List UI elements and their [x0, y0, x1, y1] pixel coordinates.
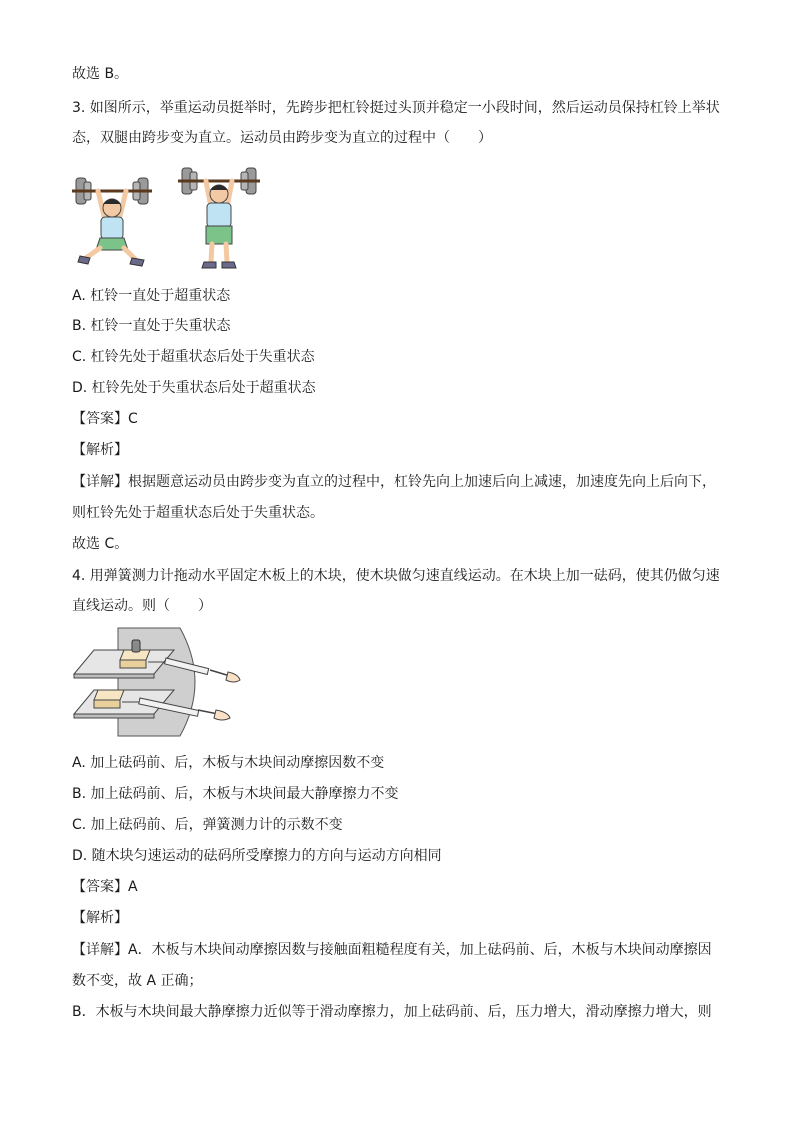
q3-stem-line2: 态，双腿由跨步变为直立。运动员由跨步变为直立的过程中（ ） — [72, 130, 492, 146]
q4-option-d: D. 随木块匀速运动的砝码所受摩擦力的方向与运动方向相同 — [72, 848, 442, 864]
q4-analysis-label: 【解析】 — [72, 910, 128, 926]
q4-option-b: B. 加上砝码前、后，木板与木块间最大静摩擦力不变 — [72, 786, 399, 802]
q4-detail-line1: 【详解】A．木板与木块间动摩擦因数与接触面粗糙程度有关，加上砝码前、后，木板与木块间动摩擦因 — [72, 942, 712, 958]
q3-option-c: C. 杠铃先处于超重状态后处于失重状态 — [72, 349, 315, 365]
friction-experiment-figure — [70, 624, 250, 740]
q4-answer: 【答案】A — [72, 879, 138, 895]
q3-option-a: A. 杠铃一直处于超重状态 — [72, 288, 231, 304]
q3-option-b: B. 杠铃一直处于失重状态 — [72, 318, 231, 334]
q3-conclusion: 故选 C。 — [72, 536, 129, 552]
q4-stem-line2: 直线运动。则（ ） — [72, 598, 212, 614]
q4-detail-line2: 数不变，故 A 正确； — [72, 973, 203, 989]
q4-detail-line3: B．木板与木块间最大静摩擦力近似等于滑动摩擦力，加上砝码前、后，压力增大，滑动摩擦力增大，则 — [72, 1004, 712, 1020]
q4-option-a: A. 加上砝码前、后，木板与木块间动摩擦因数不变 — [72, 755, 385, 771]
q3-answer: 【答案】C — [72, 411, 138, 427]
q3-detail-line1: 【详解】根据题意运动员由跨步变为直立的过程中，杠铃先向上加速后向上减速，加速度先向上后向下， — [72, 474, 716, 490]
weightlifter-figure — [70, 164, 270, 272]
q4-option-c: C. 加上砝码前、后，弹簧测力计的示数不变 — [72, 817, 343, 833]
q3-stem-line1: 3. 如图所示，举重运动员挺举时，先跨步把杠铃挺过头顶并稳定一小段时间，然后运动员保持杠铃上举状 — [72, 100, 720, 116]
q4-stem-line1: 4. 用弹簧测力计拖动水平固定木板上的木块，使木块做匀速直线运动。在木块上加一砝码，使其仍做匀速 — [72, 568, 720, 584]
prev-answer-conclusion: 故选 B。 — [72, 66, 129, 82]
lifter-split-stance — [72, 178, 152, 266]
q3-option-d: D. 杠铃先处于失重状态后处于超重状态 — [72, 380, 316, 396]
lifter-standing — [178, 168, 260, 268]
q3-analysis-label: 【解析】 — [72, 442, 128, 458]
q3-detail-line2: 则杠铃先处于超重状态后处于失重状态。 — [72, 505, 324, 521]
